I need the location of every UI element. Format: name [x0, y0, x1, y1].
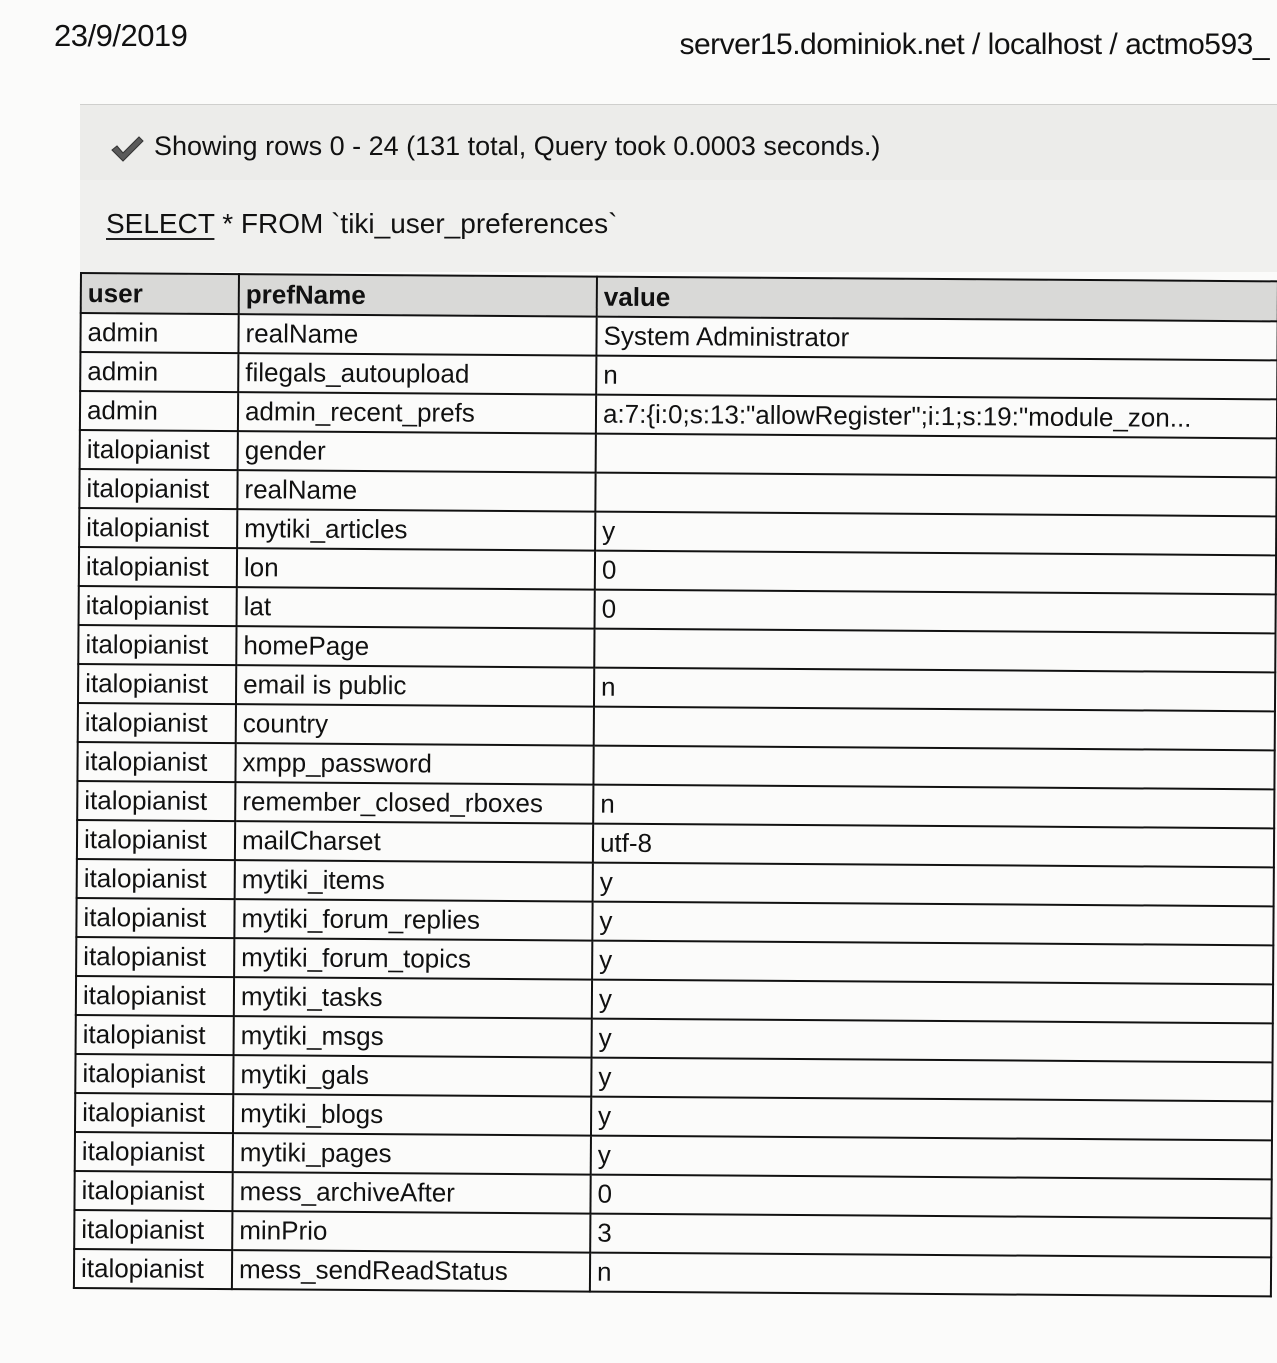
cell-value: y: [593, 863, 1274, 907]
column-header-value[interactable]: value: [597, 277, 1277, 322]
cell-value: [593, 746, 1274, 790]
table-row[interactable]: [74, 1249, 1271, 1296]
cell-value: 0: [590, 1175, 1271, 1219]
cell-prefname: lat: [237, 587, 595, 628]
cell-prefname: minPrio: [232, 1211, 590, 1252]
cell-value: y: [592, 941, 1273, 985]
cell-value: y: [591, 1058, 1272, 1102]
cell-prefname: mytiki_forum_replies: [234, 899, 592, 940]
cell-prefname: gender: [238, 431, 596, 472]
cell-user: italopianist: [79, 469, 237, 509]
cell-value: y: [591, 1097, 1272, 1141]
cell-prefname: mytiki_blogs: [233, 1094, 591, 1135]
sql-keyword-link[interactable]: SELECT: [106, 208, 215, 239]
cell-prefname: filegals_autoupload: [238, 353, 596, 394]
cell-user: italopianist: [76, 976, 234, 1016]
cell-value: [596, 434, 1277, 478]
column-header-prefname[interactable]: prefName: [239, 274, 597, 316]
cell-prefname: mailCharset: [235, 821, 593, 862]
cell-value: n: [594, 668, 1275, 712]
column-header-user[interactable]: user: [81, 273, 239, 314]
cell-user: italopianist: [78, 703, 236, 743]
cell-prefname: mytiki_articles: [237, 509, 595, 550]
cell-user: admin: [80, 352, 238, 392]
check-icon: [110, 135, 144, 163]
print-header: [0, 18, 1277, 68]
cell-value: n: [593, 785, 1274, 829]
cell-value: [595, 473, 1276, 517]
cell-user: italopianist: [74, 1249, 232, 1289]
cell-value: n: [596, 356, 1277, 400]
sql-query-text: * FROM `tiki_user_preferences`: [214, 208, 618, 239]
cell-prefname: admin_recent_prefs: [238, 392, 596, 433]
cell-user: italopianist: [77, 820, 235, 860]
cell-user: italopianist: [76, 1015, 234, 1055]
cell-value: n: [590, 1253, 1271, 1297]
cell-user: italopianist: [77, 859, 235, 899]
cell-value: System Administrator: [596, 317, 1277, 361]
cell-prefname: realName: [238, 314, 596, 355]
cell-prefname: lon: [237, 548, 595, 589]
cell-user: italopianist: [79, 508, 237, 548]
cell-prefname: country: [236, 704, 594, 745]
cell-value: 3: [590, 1214, 1271, 1258]
cell-value: y: [595, 512, 1276, 556]
cell-user: italopianist: [79, 586, 237, 626]
cell-user: italopianist: [76, 937, 234, 977]
cell-value: [594, 707, 1275, 751]
print-url: server15.dominiok.net / localhost / actmo593_: [679, 28, 1269, 61]
cell-prefname: email is public: [236, 665, 594, 706]
cell-user: italopianist: [74, 1171, 232, 1211]
print-date: 23/9/2019: [54, 18, 188, 53]
table-body: [74, 313, 1277, 1296]
cell-user: italopianist: [78, 625, 236, 665]
cell-value: y: [592, 902, 1273, 946]
cell-prefname: mess_archiveAfter: [232, 1172, 590, 1213]
status-message: Showing rows 0 - 24 (131 total, Query took 0.0003 seconds.): [154, 131, 881, 161]
sql-query: [106, 208, 617, 240]
sql-query-box: [80, 180, 1277, 272]
cell-prefname: mytiki_items: [235, 860, 593, 901]
cell-prefname: xmpp_password: [235, 743, 593, 784]
cell-prefname: remember_closed_rboxes: [235, 782, 593, 823]
cell-user: italopianist: [78, 664, 236, 704]
status-bar: [80, 104, 1277, 181]
cell-prefname: mytiki_pages: [233, 1133, 591, 1174]
cell-user: admin: [80, 391, 238, 431]
cell-user: italopianist: [76, 898, 234, 938]
cell-prefname: mess_sendReadStatus: [232, 1250, 590, 1291]
cell-user: italopianist: [75, 1132, 233, 1172]
cell-user: italopianist: [77, 742, 235, 782]
cell-value: y: [592, 1019, 1273, 1063]
cell-value: 0: [595, 551, 1276, 595]
results-panel: [80, 104, 1277, 1334]
cell-value: [594, 629, 1275, 673]
cell-user: italopianist: [74, 1210, 232, 1250]
cell-user: italopianist: [79, 547, 237, 587]
cell-prefname: mytiki_tasks: [234, 977, 592, 1018]
results-table: [73, 272, 1277, 1297]
cell-value: y: [592, 980, 1273, 1024]
cell-user: admin: [80, 313, 238, 353]
cell-prefname: realName: [237, 470, 595, 511]
cell-user: italopianist: [77, 781, 235, 821]
cell-prefname: homePage: [236, 626, 594, 667]
cell-value: utf-8: [593, 824, 1274, 868]
cell-value: y: [591, 1136, 1272, 1180]
cell-prefname: mytiki_gals: [233, 1055, 591, 1096]
cell-user: italopianist: [80, 430, 238, 470]
cell-value: a:7:{i:0;s:13:"allowRegister";i:1;s:19:"module_zon...: [596, 395, 1277, 439]
cell-user: italopianist: [75, 1054, 233, 1094]
cell-prefname: mytiki_forum_topics: [234, 938, 592, 979]
cell-value: 0: [595, 590, 1276, 634]
cell-prefname: mytiki_msgs: [234, 1016, 592, 1057]
cell-user: italopianist: [75, 1093, 233, 1133]
